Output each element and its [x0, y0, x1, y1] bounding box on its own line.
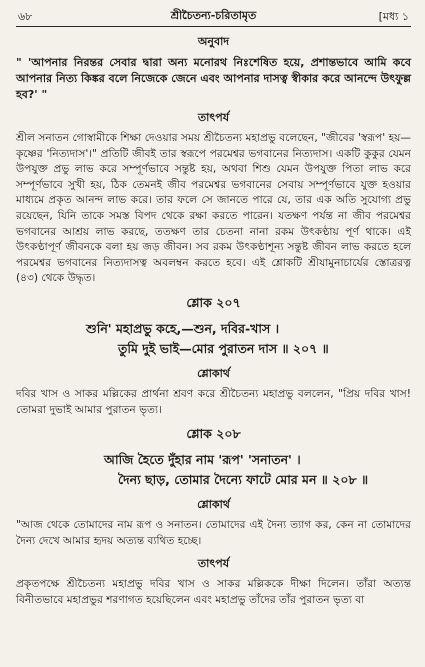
shlokartha-text: দবির খাস ও সাকর মল্লিকের প্রার্থনা শ্রবণ করে শ্রীচৈতন্য মহাপ্রভু বললেন, "প্রিয় দবির খাস! তোমরা দুভাই আমার পুরাতন ভৃত্য।: [16, 387, 411, 416]
shlokartha-heading-2: শ্লোকার্থ: [197, 498, 230, 512]
section-marker: [মধ্য ১: [378, 10, 409, 23]
verse-208-line-2: দৈন্য ছাড়, তোমার দৈন্যে ফাটে মোর মন ॥ ২০৮ ॥: [118, 472, 369, 488]
anubad-heading: অনুবাদ: [197, 35, 230, 48]
page-number: ৬৮: [18, 10, 33, 23]
tatparya-text-2: প্রকৃতপক্ষে শ্রীচৈতন্য মহাপ্রভু দবির খাস ও সাকর মল্লিককে দীক্ষা দিলেন। তাঁরা অত্যন্ত বিনীতভাবে মহাপ্রভুর শরণাগত হয়েছিলেন এবং মহাপ্রভু তাঁদের তাঁর পুরাতন ভৃত্য বা: [16, 578, 411, 606]
header-rule: [16, 26, 411, 27]
page-header: [16, 6, 411, 24]
verse-207-label: শ্লোক ২০৭: [186, 294, 241, 310]
verse-208-line-1: আজি হৈতে দুঁহার নাম 'রূপ' 'সনাতন' ।: [104, 452, 301, 468]
verse-207-line-1: শুনি' মহাপ্রভু কহে,—শুন, দবির-খাস ।: [86, 320, 280, 336]
shlokartha-heading: শ্লোকার্থ: [197, 366, 230, 380]
book-title: শ্রীচৈতন্য-চরিতামৃত: [170, 9, 257, 22]
tatparya-heading: তাৎপর্য: [197, 111, 230, 124]
shlokartha-text-2: "আজ থেকে তোমাদের নাম রূপ ও সনাতন। তোমাদের এই দৈন্য ত্যাগ কর, কেন না তোমাদের দৈন্য দেখে আমার হৃদয় অত্যন্ত ব্যথিত হচ্ছে।: [16, 519, 411, 547]
verse-208-label: শ্লোক ২০৮: [186, 426, 241, 442]
verse-207-line-2: তুমি দুই ভাই—মোর পুরাতন দাস ॥ ২০৭ ॥: [118, 340, 329, 356]
tatparya-heading-2: তাৎপর্য: [197, 557, 230, 571]
anubad-text: " 'আপনার নিরন্তর সেবার দ্বারা অন্য মনোরথ নিঃশেষিত হয়ে, প্রশান্তভাবে আমি কবে আপনার নিত্য কিঙ্কর বলে নিজেকে জেনে এবং আপনার দাসত্ব স্বীকার করে আনন্দে উৎফুল্ল হব?' ": [16, 56, 411, 101]
tatparya-text: শ্রীল সনাতন গোস্বামীকে শিক্ষা দেওয়ার সময় শ্রীচৈতন্য মহাপ্রভু বলেছেন, "জীবের 'স্বরূপ' হয়—কৃষ্ণের 'নিত্যদাস'।" প্রতিটি জীবই তার স্বরূপে পরমেশ্বর ভগবানের নিত্যদাস। একটি কুকুর যেমন উপযুক্ত প্রভু লাভ করে সম্পূর্ণভাবে সন্তুষ্ট হয়, অথবা শিশু যেমন উপযুক্ত পিতা লাভ করে সম্পূর্ণভাবে সুখী হয়, ঠিক তেমনই জীব পরমেশ্বর ভগবানের সেবায় সম্পূর্ণভাবে যুক্ত হওয়ার মাধ্যমে প্রকৃত আনন্দ লাভ করে। তার ফলে সে জানতে পারে যে, তার এক অতি সুযোগ্য প্রভু রয়েছেন, যিনি তাকে সমস্ত বিপদ থেকে রক্ষা করতে পারেন। যতক্ষণ পর্যন্ত না জীব পরমেশ্বর ভগবানের আশ্রয় লাভ করছে, ততক্ষণ তার চেতনা নানা রকম উৎকণ্ঠায় পূর্ণ থাকে। এই উৎকণ্ঠাপূর্ণ জীবনকে বলা হয় জড় জীবন। সব রকম উৎকণ্ঠাশূন্য সন্তুষ্ট জীবন লাভ করতে হলে পরমেশ্বর ভগবানের নিত্যদাসত্ব অবলম্বন করতে হবে। এই শ্লোকটি শ্রীযামুনাচার্যের স্তোত্ররত্ন (৪৩) থেকে উদ্ধৃত।: [16, 132, 411, 285]
